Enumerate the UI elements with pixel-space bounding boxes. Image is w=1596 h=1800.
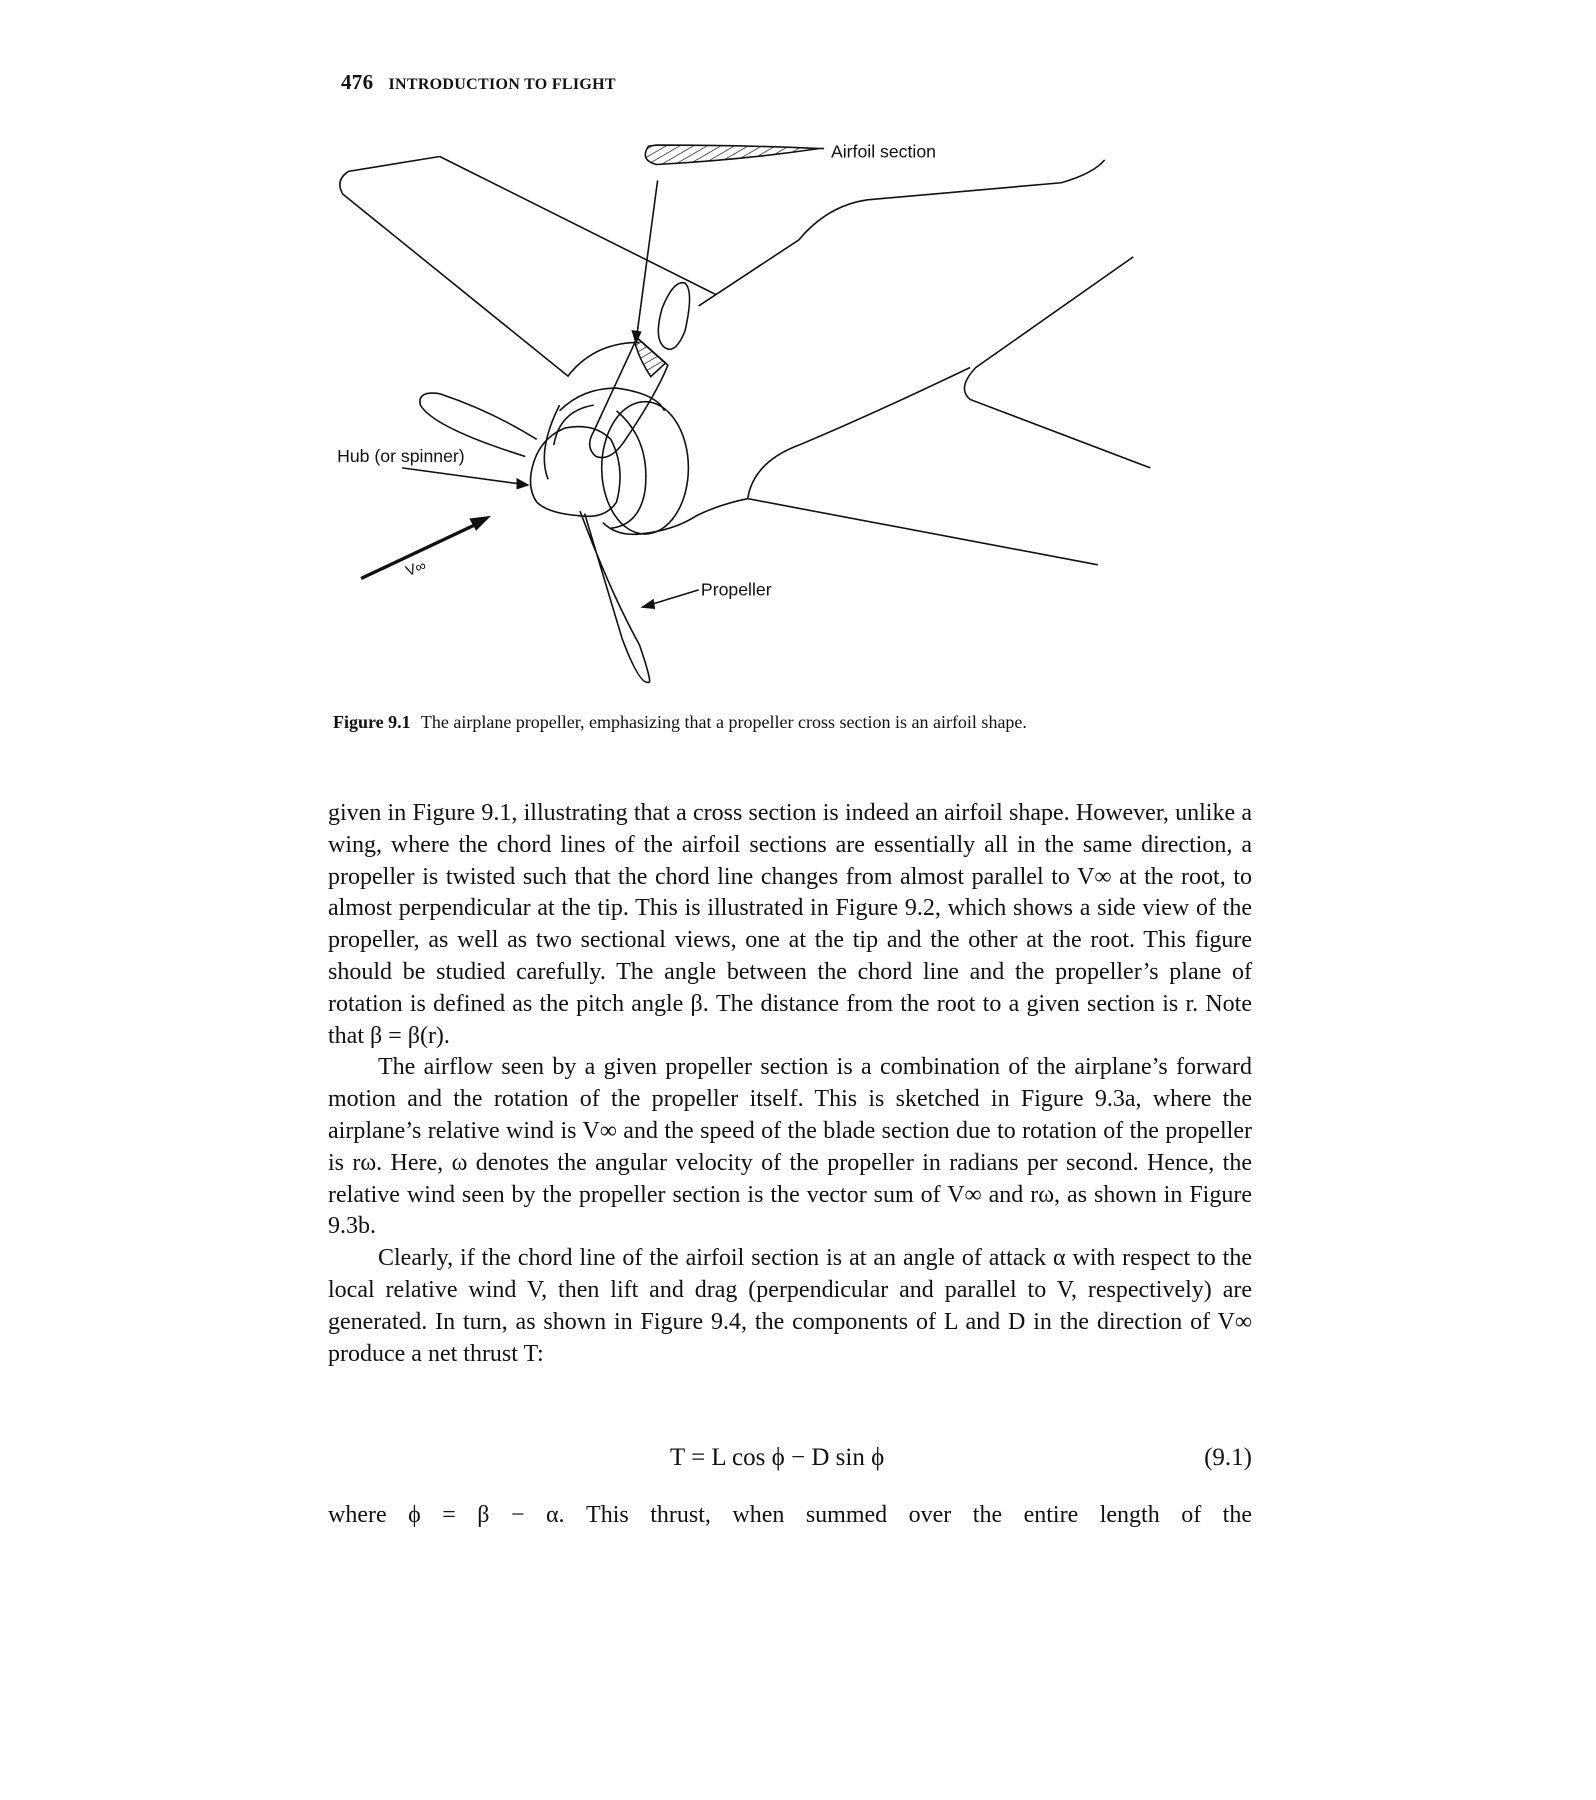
wing-outline (340, 157, 716, 377)
caption-number: Figure 9.1 (333, 712, 411, 732)
freestream-label: V∞ (403, 557, 429, 580)
fuselage-outline (639, 160, 1150, 565)
caption-text: The airplane propeller, emphasizing that a propeller cross section is an airfoil shape. (420, 712, 1027, 732)
paragraph: Clearly, if the chord line of the airfoil section is at an angle of attack α with respect to the local relative wind V, then lift and drag (perpendicular and parallel to V, respectively) are generated. In turn, as shown in Figure 9.4, the components of L and D in the direction of V∞ produce a net thrust T: (328, 1245, 1252, 1367)
engine-cowling (544, 342, 688, 534)
equation-number: (9.1) (1204, 1444, 1252, 1471)
propeller-label: Propeller (700, 579, 772, 600)
page-header (341, 70, 616, 95)
figure-caption (333, 712, 1253, 733)
running-title: INTRODUCTION TO FLIGHT (388, 76, 616, 93)
hub-label: Hub (or spinner) (337, 446, 465, 467)
hub-spinner (530, 427, 620, 517)
page-number: 476 (341, 70, 374, 94)
propeller-blades (420, 283, 690, 683)
propeller-figure (320, 114, 1164, 694)
paragraph: given in Figure 9.1, illustrating that a cross section is indeed an airfoil shape. However, unlike a wing, where the chord lines of the airfoil sections are essentially all in the same direction, a propeller is twisted such that the chord line changes from almost parallel to V∞ at the root, to almost perpendicular at the tip. This is illustrated in Figure 9.2, which shows a side view of the propeller, as well as two sectional views, one at the tip and the other at the root. This figure should be studied carefully. The angle between the chord line and the propeller’s plane of rotation is defined as the pitch angle β. The distance from the root to a given section is r. Note that β = β(r). (328, 800, 1252, 1049)
paragraph: The airflow seen by a given propeller section is a combination of the airplane’s forward motion and the rotation of the propeller itself. This is sketched in Figure 9.3a, where the airplane’s relative wind is V∞ and the speed of the blade section due to rotation of the propeller is rω. Here, ω denotes the angular velocity of the propeller in radians per second. Hence, the relative wind seen by the propeller section is the vector sum of V∞ and rω, as shown in Figure 9.3b. (328, 1054, 1252, 1240)
equation-formula: T = L cos ϕ − D sin ϕ (670, 1444, 885, 1471)
airfoil-section-label: Airfoil section (830, 141, 936, 162)
after-equation-text: where ϕ = β − α. This thrust, when summed over the entire length of the (328, 1502, 1252, 1528)
body-text (328, 798, 1252, 1370)
